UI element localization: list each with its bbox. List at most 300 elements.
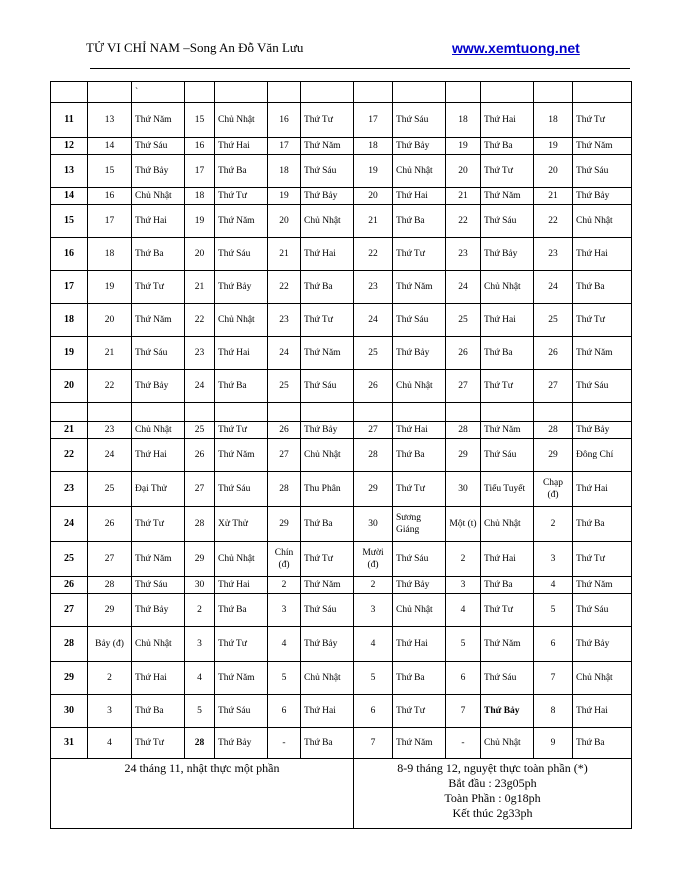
weekday-cell: Chủ Nhật (393, 370, 446, 403)
weekday-cell: Thứ Ba (215, 594, 268, 627)
header-cell (185, 82, 215, 103)
lunar-date-cell: 17 (88, 205, 132, 238)
empty-cell (301, 403, 354, 422)
weekday-cell: Thứ Bảy (393, 337, 446, 370)
weekday-cell: Thứ Năm (132, 103, 185, 138)
weekday-cell: Thứ Hai (215, 138, 268, 155)
weekday-cell: Thứ Ba (301, 271, 354, 304)
row-day-number: 24 (51, 507, 88, 542)
weekday-cell: Thứ Sáu (132, 138, 185, 155)
lunar-date-cell: 26 (446, 337, 481, 370)
weekday-cell: Thứ Bảy (301, 627, 354, 662)
weekday-cell: Thứ Sáu (215, 238, 268, 271)
lunar-date-cell: 3 (268, 594, 301, 627)
header-cell (51, 82, 88, 103)
weekday-cell: Thứ Hai (573, 695, 632, 728)
row-day-number: 23 (51, 472, 88, 507)
weekday-cell: Thứ Năm (132, 304, 185, 337)
weekday-cell: Thứ Hai (132, 439, 185, 472)
weekday-cell: Thứ Năm (132, 542, 185, 577)
weekday-cell: Thứ Ba (393, 205, 446, 238)
weekday-cell: Thứ Sáu (393, 542, 446, 577)
row-day-number: 12 (51, 138, 88, 155)
weekday-cell: Thứ Sáu (573, 155, 632, 188)
lunar-date-cell: 28 (446, 422, 481, 439)
lunar-date-cell: 22 (534, 205, 573, 238)
lunar-date-cell: 19 (268, 188, 301, 205)
lunar-date-cell: 2 (534, 507, 573, 542)
lunar-date-cell: 7 (534, 662, 573, 695)
weekday-cell: Thứ Bảy (215, 728, 268, 759)
lunar-date-cell: 21 (354, 205, 393, 238)
lunar-date-cell: 22 (268, 271, 301, 304)
weekday-cell: Thứ Sáu (301, 594, 354, 627)
weekday-cell: Thứ Sáu (481, 662, 534, 695)
lunar-date-cell: 20 (185, 238, 215, 271)
lunar-date-cell: 2 (268, 577, 301, 594)
lunar-date-cell: 30 (354, 507, 393, 542)
weekday-cell: Thứ Sáu (215, 695, 268, 728)
lunar-date-cell: 28 (185, 507, 215, 542)
lunar-date-cell: 5 (185, 695, 215, 728)
lunar-date-cell: 16 (88, 188, 132, 205)
table-row (51, 188, 632, 205)
weekday-cell: Thứ Năm (573, 337, 632, 370)
weekday-cell: Thứ Ba (481, 337, 534, 370)
header-cell (573, 82, 632, 103)
row-day-number: 15 (51, 205, 88, 238)
weekday-cell: Thứ Ba (301, 507, 354, 542)
weekday-cell: Thứ Ba (132, 695, 185, 728)
lunar-date-cell: 24 (534, 271, 573, 304)
row-day-number: 14 (51, 188, 88, 205)
weekday-cell: Thứ Năm (301, 138, 354, 155)
weekday-cell: Thứ Hai (393, 188, 446, 205)
weekday-cell: Thứ Hai (301, 238, 354, 271)
lunar-date-cell: 18 (268, 155, 301, 188)
weekday-cell: Thứ Bảy (301, 188, 354, 205)
lunar-date-cell: 17 (268, 138, 301, 155)
table-row (51, 472, 632, 507)
lunar-date-cell: 24 (354, 304, 393, 337)
lunar-date-cell: 19 (185, 205, 215, 238)
eclipse-note-line: Kết thúc 2g33ph (452, 806, 533, 820)
lunar-date-cell: 25 (446, 304, 481, 337)
weekday-cell: Thứ Năm (215, 439, 268, 472)
lunar-date-cell: 28 (88, 577, 132, 594)
empty-cell (393, 403, 446, 422)
weekday-cell: Thu Phân (301, 472, 354, 507)
lunar-date-cell: 24 (88, 439, 132, 472)
empty-cell (446, 403, 481, 422)
lunar-date-cell: 23 (268, 304, 301, 337)
weekday-cell: Thứ Năm (573, 577, 632, 594)
lunar-date-cell: 21 (185, 271, 215, 304)
weekday-cell: Thứ Năm (481, 627, 534, 662)
lunar-date-cell: 24 (268, 337, 301, 370)
row-day-number: 21 (51, 422, 88, 439)
empty-cell (88, 403, 132, 422)
weekday-cell: Thứ Ba (393, 662, 446, 695)
lunar-date-cell: 2 (446, 542, 481, 577)
weekday-cell: Thứ Tư (573, 304, 632, 337)
weekday-cell: Thứ Tư (132, 728, 185, 759)
lunar-date-cell: 21 (534, 188, 573, 205)
lunar-date-cell: 20 (354, 188, 393, 205)
row-day-number: 29 (51, 662, 88, 695)
weekday-cell: Thứ Bảy (215, 271, 268, 304)
weekday-cell: Đại Thử (132, 472, 185, 507)
weekday-cell: Thứ Sáu (393, 304, 446, 337)
weekday-cell: Chủ Nhật (301, 205, 354, 238)
lunar-date-cell: 28 (354, 439, 393, 472)
lunar-date-cell: 19 (446, 138, 481, 155)
weekday-cell: Thứ Bảy (573, 422, 632, 439)
lunar-date-cell: 26 (185, 439, 215, 472)
empty-cell (534, 403, 573, 422)
weekday-cell: Thứ Hai (215, 337, 268, 370)
table-row (51, 138, 632, 155)
weekday-cell: Thứ Sáu (301, 370, 354, 403)
lunar-date-cell: 22 (354, 238, 393, 271)
weekday-cell: Đông Chí (573, 439, 632, 472)
weekday-cell: Thứ Sáu (481, 439, 534, 472)
eclipse-note-line: Bắt đầu : 23g05ph (448, 776, 537, 790)
lunar-date-cell: 4 (534, 577, 573, 594)
lunar-date-cell: 23 (88, 422, 132, 439)
header-cell (88, 82, 132, 103)
lunar-date-cell: 30 (185, 577, 215, 594)
lunar-date-cell: 28 (185, 728, 215, 759)
weekday-cell: Chủ Nhật (393, 155, 446, 188)
weekday-cell: Thứ Bảy (573, 627, 632, 662)
lunar-date-cell: 25 (268, 370, 301, 403)
lunar-date-cell: - (268, 728, 301, 759)
table-row (51, 422, 632, 439)
lunar-date-cell: 8 (534, 695, 573, 728)
lunar-date-cell: 27 (354, 422, 393, 439)
lunar-date-cell: 25 (88, 472, 132, 507)
weekday-cell: Thứ Năm (481, 188, 534, 205)
lunar-date-cell: 27 (446, 370, 481, 403)
weekday-cell: Thứ Sáu (132, 337, 185, 370)
row-day-number: 28 (51, 627, 88, 662)
weekday-cell: Thứ Năm (215, 205, 268, 238)
weekday-cell: Thứ Tư (393, 238, 446, 271)
header-cell-mark: ` (132, 82, 185, 103)
empty-cell (268, 403, 301, 422)
table-row (51, 728, 632, 759)
weekday-cell: Thứ Tư (132, 271, 185, 304)
weekday-cell: Thứ Ba (215, 370, 268, 403)
weekday-cell: Thứ Ba (301, 728, 354, 759)
header-cell (393, 82, 446, 103)
empty-cell (185, 403, 215, 422)
weekday-cell: Thứ Ba (215, 155, 268, 188)
lunar-date-cell: 15 (88, 155, 132, 188)
weekday-cell: Thứ Sáu (132, 577, 185, 594)
lunar-date-cell: 5 (354, 662, 393, 695)
table-row (51, 238, 632, 271)
lunar-date-cell: - (446, 728, 481, 759)
lunar-date-cell: 16 (268, 103, 301, 138)
lunar-date-cell: 13 (88, 103, 132, 138)
weekday-cell: Thứ Sáu (573, 370, 632, 403)
lunar-date-cell: 5 (534, 594, 573, 627)
lunar-date-cell: 21 (446, 188, 481, 205)
lunar-date-cell: 14 (88, 138, 132, 155)
lunar-date-cell: 24 (446, 271, 481, 304)
header-cell (534, 82, 573, 103)
weekday-cell: Thứ Năm (573, 138, 632, 155)
weekday-cell: Thứ Năm (393, 271, 446, 304)
row-day-number: 22 (51, 439, 88, 472)
table-row (51, 594, 632, 627)
lunar-date-cell: 20 (268, 205, 301, 238)
weekday-cell: Thứ Ba (132, 238, 185, 271)
weekday-cell: Thứ Hai (573, 472, 632, 507)
weekday-cell: Thứ Ba (573, 271, 632, 304)
weekday-cell: Thứ Tư (393, 472, 446, 507)
lunar-date-cell: 2 (185, 594, 215, 627)
table-row (51, 205, 632, 238)
weekday-cell: Thứ Năm (393, 728, 446, 759)
empty-cell (215, 403, 268, 422)
lunar-date-cell: 29 (534, 439, 573, 472)
table-row (51, 577, 632, 594)
lunar-date-cell: 23 (354, 271, 393, 304)
row-day-number: 13 (51, 155, 88, 188)
lunar-date-cell: 5 (446, 627, 481, 662)
weekday-cell: Thứ Ba (481, 138, 534, 155)
lunar-date-cell: 26 (268, 422, 301, 439)
weekday-cell: Chủ Nhật (481, 271, 534, 304)
weekday-cell: Thứ Tư (481, 594, 534, 627)
lunar-date-cell: 4 (354, 627, 393, 662)
weekday-cell: Xử Thử (215, 507, 268, 542)
lunar-date-cell: 21 (268, 238, 301, 271)
lunar-date-cell: 25 (354, 337, 393, 370)
lunar-date-cell: 18 (354, 138, 393, 155)
table-header-row (51, 82, 632, 103)
table-row (51, 271, 632, 304)
weekday-cell: Thứ Hai (393, 627, 446, 662)
weekday-cell: Chủ Nhật (301, 662, 354, 695)
weekday-cell: Thứ Tư (301, 103, 354, 138)
lunar-date-cell: 6 (534, 627, 573, 662)
lunar-date-cell: Một (t) (446, 507, 481, 542)
lunar-date-cell: 17 (185, 155, 215, 188)
weekday-cell: Thứ Ba (393, 439, 446, 472)
footer-row (51, 759, 632, 829)
row-day-number: 31 (51, 728, 88, 759)
weekday-cell: Thứ Hai (132, 662, 185, 695)
lunar-date-cell: 26 (88, 507, 132, 542)
row-day-number: 16 (51, 238, 88, 271)
eclipse-note-line: 8-9 tháng 12, nguyệt thực toàn phần (*) (397, 761, 588, 775)
weekday-cell: Chủ Nhật (132, 188, 185, 205)
lunar-date-cell: 6 (268, 695, 301, 728)
row-day-number: 19 (51, 337, 88, 370)
lunar-date-cell: 3 (88, 695, 132, 728)
weekday-cell: Thứ Tư (301, 542, 354, 577)
lunar-date-cell: 3 (446, 577, 481, 594)
weekday-cell: Thứ Bảy (393, 138, 446, 155)
header-cell (268, 82, 301, 103)
lunar-date-cell: 2 (354, 577, 393, 594)
row-day-number: 27 (51, 594, 88, 627)
lunar-date-cell: 4 (268, 627, 301, 662)
weekday-cell: Thứ Bảy (573, 188, 632, 205)
lunar-date-cell: 9 (534, 728, 573, 759)
lunar-date-cell: 4 (185, 662, 215, 695)
weekday-cell: Chủ Nhật (573, 662, 632, 695)
lunar-date-cell: Mười (đ) (354, 542, 393, 577)
weekday-cell: Chủ Nhật (132, 627, 185, 662)
table-row (51, 370, 632, 403)
lunar-calendar-table (50, 81, 632, 829)
weekday-cell: Thứ Năm (481, 422, 534, 439)
lunar-date-cell: 28 (534, 422, 573, 439)
weekday-cell: Thứ Bảy (132, 155, 185, 188)
lunar-date-cell: 29 (185, 542, 215, 577)
row-day-number: 11 (51, 103, 88, 138)
table-row (51, 542, 632, 577)
lunar-date-cell: 28 (268, 472, 301, 507)
lunar-date-cell: 22 (185, 304, 215, 337)
lunar-date-cell: 7 (354, 728, 393, 759)
lunar-date-cell: 18 (185, 188, 215, 205)
lunar-date-cell: 7 (446, 695, 481, 728)
table-row (51, 304, 632, 337)
weekday-cell: Thứ Tư (573, 542, 632, 577)
lunar-date-cell: 18 (88, 238, 132, 271)
lunar-date-cell: 27 (534, 370, 573, 403)
lunar-date-cell: 30 (446, 472, 481, 507)
table-row (51, 155, 632, 188)
empty-cell (573, 403, 632, 422)
lunar-date-cell: 16 (185, 138, 215, 155)
weekday-cell: Chủ Nhật (132, 422, 185, 439)
header-cell (354, 82, 393, 103)
weekday-cell: Thứ Bảy (481, 695, 534, 728)
weekday-cell: Chủ Nhật (573, 205, 632, 238)
row-day-number: 17 (51, 271, 88, 304)
lunar-date-cell: 3 (354, 594, 393, 627)
weekday-cell: Thứ Bảy (393, 577, 446, 594)
weekday-cell: Thứ Hai (481, 304, 534, 337)
lunar-date-cell: 18 (534, 103, 573, 138)
lunar-date-cell: 18 (446, 103, 481, 138)
header-cell (481, 82, 534, 103)
website-link[interactable]: www.xemtuong.net (452, 40, 580, 56)
lunar-date-cell: 23 (185, 337, 215, 370)
lunar-date-cell: Chạp (đ) (534, 472, 573, 507)
document-title: TỬ VI CHỈ NAM –Song An Đỗ Văn Lưu (86, 40, 304, 55)
lunar-date-cell: 3 (185, 627, 215, 662)
header-cell (301, 82, 354, 103)
lunar-date-cell: 5 (268, 662, 301, 695)
weekday-cell: Thứ Tư (215, 188, 268, 205)
lunar-date-cell: Bảy (đ) (88, 627, 132, 662)
weekday-cell: Thứ Hai (301, 695, 354, 728)
lunar-date-cell: 17 (354, 103, 393, 138)
weekday-cell: Thứ Hai (215, 577, 268, 594)
lunar-date-cell: 25 (534, 304, 573, 337)
weekday-cell: Thứ Hai (393, 422, 446, 439)
weekday-cell: Thứ Tư (301, 304, 354, 337)
weekday-cell: Thứ Sáu (393, 103, 446, 138)
weekday-cell: Thứ Năm (301, 337, 354, 370)
lunar-date-cell: 29 (88, 594, 132, 627)
weekday-cell: Thứ Năm (215, 662, 268, 695)
table-row (51, 439, 632, 472)
header-cell (446, 82, 481, 103)
weekday-cell: Thứ Hai (573, 238, 632, 271)
lunar-date-cell: 6 (354, 695, 393, 728)
weekday-cell: Thứ Tư (132, 507, 185, 542)
lunar-date-cell: 3 (534, 542, 573, 577)
lunar-date-cell: 19 (534, 138, 573, 155)
row-day-number: 26 (51, 577, 88, 594)
lunar-date-cell: 22 (446, 205, 481, 238)
weekday-cell: Thứ Sáu (481, 205, 534, 238)
table-row (51, 337, 632, 370)
weekday-cell: Chủ Nhật (481, 728, 534, 759)
eclipse-note-line: Toàn Phần : 0g18ph (444, 791, 541, 805)
weekday-cell: Thứ Hai (132, 205, 185, 238)
lunar-date-cell: 29 (354, 472, 393, 507)
empty-cell (481, 403, 534, 422)
weekday-cell: Thứ Hai (481, 542, 534, 577)
lunar-date-cell: 29 (268, 507, 301, 542)
solar-eclipse-note: 24 tháng 11, nhật thực một phần (51, 759, 354, 829)
weekday-cell: Thứ Ba (573, 728, 632, 759)
header-divider (90, 68, 630, 69)
weekday-cell: Thứ Bảy (132, 370, 185, 403)
empty-cell (132, 403, 185, 422)
lunar-date-cell: 4 (88, 728, 132, 759)
weekday-cell: Thứ Sáu (573, 594, 632, 627)
weekday-cell: Thứ Bảy (481, 238, 534, 271)
lunar-date-cell: 20 (88, 304, 132, 337)
weekday-cell: Thứ Ba (481, 577, 534, 594)
section-separator-row (51, 403, 632, 422)
weekday-cell: Thứ Bảy (132, 594, 185, 627)
weekday-cell: Sương Giáng (393, 507, 446, 542)
weekday-cell: Chủ Nhật (215, 542, 268, 577)
weekday-cell: Thứ Ba (573, 507, 632, 542)
weekday-cell: Chủ Nhật (215, 103, 268, 138)
weekday-cell: Chủ Nhật (301, 439, 354, 472)
weekday-cell: Chủ Nhật (215, 304, 268, 337)
lunar-date-cell: 19 (354, 155, 393, 188)
lunar-date-cell: 27 (88, 542, 132, 577)
weekday-cell: Thứ Tư (215, 422, 268, 439)
empty-cell (354, 403, 393, 422)
weekday-cell: Chủ Nhật (481, 507, 534, 542)
weekday-cell: Thứ Hai (481, 103, 534, 138)
lunar-date-cell: 15 (185, 103, 215, 138)
lunar-date-cell: 21 (88, 337, 132, 370)
lunar-date-cell: 19 (88, 271, 132, 304)
weekday-cell: Thứ Tư (215, 627, 268, 662)
lunar-date-cell: 26 (534, 337, 573, 370)
lunar-date-cell: Chín (đ) (268, 542, 301, 577)
lunar-date-cell: 6 (446, 662, 481, 695)
lunar-eclipse-note (354, 759, 632, 829)
lunar-date-cell: 27 (268, 439, 301, 472)
